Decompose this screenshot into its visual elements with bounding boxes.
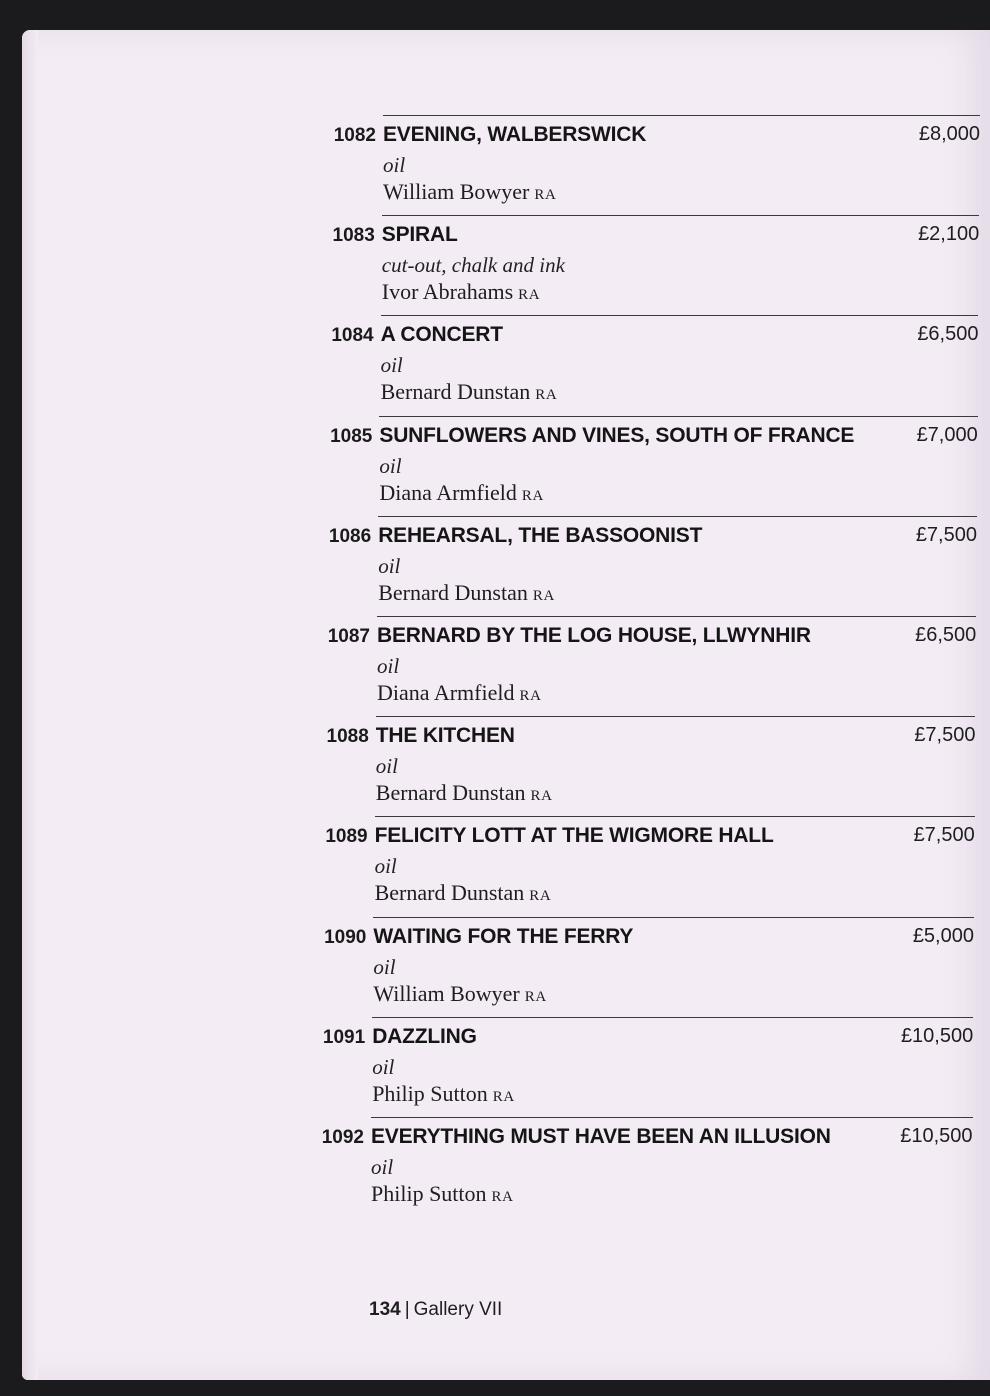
- section-name: Gallery VII: [413, 1299, 503, 1320]
- price: £7,500: [915, 523, 977, 546]
- artist-honour: RA: [492, 1088, 515, 1105]
- artist-honour: RA: [491, 1189, 514, 1205]
- artwork-medium: oil: [374, 854, 397, 879]
- page-number: 134: [369, 1299, 401, 1320]
- catalogue-entry: [330, 416, 978, 516]
- artwork-title: SPIRAL: [381, 223, 458, 247]
- entry-divider: [373, 917, 974, 918]
- artwork-medium: oil: [373, 954, 396, 979]
- artist-name: Philip Sutton: [372, 1080, 488, 1106]
- artist-honour: RA: [534, 187, 557, 203]
- catalogue-entry: [331, 315, 979, 415]
- entry-divider: [383, 115, 980, 116]
- lot-number: 1091: [322, 1026, 366, 1048]
- artist-name: Ivor Abrahams: [381, 279, 514, 305]
- artwork-title: EVERYTHING MUST HAVE BEEN AN ILLUSION: [371, 1125, 831, 1148]
- catalogue-entry: [327, 616, 977, 716]
- artwork-title: REHEARSAL, THE BASSOONIST: [378, 523, 703, 547]
- lot-number: 1083: [332, 225, 375, 247]
- artist-name: Bernard Dunstan: [374, 880, 525, 906]
- artist-line: [373, 981, 546, 1007]
- catalogue-entry: [325, 816, 975, 916]
- artist-line: [383, 179, 556, 205]
- entry-divider: [382, 215, 979, 216]
- catalogue-entry: [326, 716, 976, 816]
- entry-divider: [377, 616, 976, 617]
- artwork-medium: oil: [383, 153, 406, 177]
- price: £10,500: [900, 1125, 973, 1147]
- price: £6,500: [917, 323, 979, 346]
- lot-number: 1085: [330, 425, 373, 447]
- artist-line: [371, 1181, 514, 1207]
- artwork-medium: oil: [380, 353, 403, 378]
- entry-divider: [372, 1017, 973, 1018]
- artist-line: [375, 880, 552, 906]
- artist-honour: RA: [518, 287, 541, 304]
- artwork-title: THE KITCHEN: [375, 724, 515, 748]
- lot-number: 1087: [327, 626, 370, 647]
- catalogue-page: [22, 30, 990, 1380]
- artist-honour: RA: [521, 487, 544, 504]
- artist-line: [377, 680, 542, 706]
- artist-name: William Bowyer: [383, 179, 530, 204]
- artist-line: [381, 379, 558, 405]
- page-folio: [369, 1299, 502, 1321]
- price: £8,000: [918, 123, 980, 145]
- artist-line: [382, 279, 540, 305]
- price: £2,100: [918, 223, 980, 246]
- artist-name: Bernard Dunstan: [378, 579, 528, 605]
- artist-name: Diana Armfield: [379, 479, 517, 505]
- artist-line: [378, 580, 555, 606]
- lot-number: 1089: [325, 826, 368, 848]
- artwork-title: BERNARD BY THE LOG HOUSE, LLWYNHIR: [377, 624, 811, 647]
- price: £7,500: [913, 824, 975, 847]
- artist-line: [376, 780, 553, 806]
- lot-number: 1090: [324, 926, 367, 948]
- catalogue-entry: [322, 1017, 974, 1117]
- artwork-medium: oil: [372, 1054, 395, 1079]
- price: £5,000: [912, 924, 974, 947]
- entry-divider: [378, 516, 977, 517]
- artwork-medium: oil: [377, 654, 400, 678]
- catalogue-entry: [324, 917, 974, 1017]
- lot-number: 1084: [331, 325, 374, 347]
- artist-name: Diana Armfield: [377, 680, 515, 705]
- entry-divider: [379, 416, 977, 417]
- price: £6,500: [915, 624, 977, 646]
- artwork-title: WAITING FOR THE FERRY: [373, 924, 634, 948]
- artist-honour: RA: [529, 888, 552, 905]
- artwork-title: A CONCERT: [380, 323, 503, 347]
- entry-divider: [375, 816, 975, 817]
- artwork-title: DAZZLING: [372, 1024, 477, 1048]
- artist-honour: RA: [530, 788, 553, 805]
- artist-name: Bernard Dunstan: [380, 379, 531, 405]
- artist-honour: RA: [532, 587, 555, 604]
- artwork-title: SUNFLOWERS AND VINES, SOUTH OF FRANCE: [379, 423, 855, 447]
- entry-divider: [376, 716, 976, 717]
- artist-name: Bernard Dunstan: [375, 780, 526, 806]
- catalogue-entry: [328, 516, 977, 616]
- artwork-medium: oil: [371, 1155, 394, 1179]
- artist-name: Philip Sutton: [371, 1181, 487, 1206]
- artist-honour: RA: [519, 688, 542, 704]
- lot-number: 1082: [333, 125, 376, 146]
- artwork-medium: oil: [378, 553, 401, 578]
- lot-number: 1088: [326, 726, 369, 748]
- artist-honour: RA: [524, 988, 547, 1005]
- price: £10,500: [900, 1024, 974, 1047]
- catalogue-entry: [332, 215, 980, 315]
- price: £7,000: [916, 423, 978, 446]
- folio-separator: |: [404, 1299, 410, 1320]
- page-edge: [22, 30, 38, 1380]
- artwork-title: EVENING, WALBERSWICK: [383, 123, 647, 146]
- artist-line: [379, 480, 544, 506]
- catalogue-entry: [321, 1117, 973, 1217]
- artist-honour: RA: [535, 387, 558, 404]
- artwork-medium: oil: [375, 754, 398, 779]
- artwork-medium: cut-out, chalk and ink: [381, 253, 565, 278]
- artwork-medium: oil: [379, 453, 402, 478]
- lot-number: 1092: [321, 1127, 364, 1148]
- artwork-title: FELICITY LOTT AT THE WIGMORE HALL: [374, 824, 774, 848]
- artist-name: William Bowyer: [373, 980, 520, 1006]
- artist-line: [372, 1081, 515, 1107]
- entry-divider: [381, 315, 979, 316]
- lot-number: 1086: [328, 525, 372, 547]
- catalogue-entry: [333, 115, 980, 215]
- entry-divider: [371, 1117, 973, 1118]
- price: £7,500: [914, 724, 976, 747]
